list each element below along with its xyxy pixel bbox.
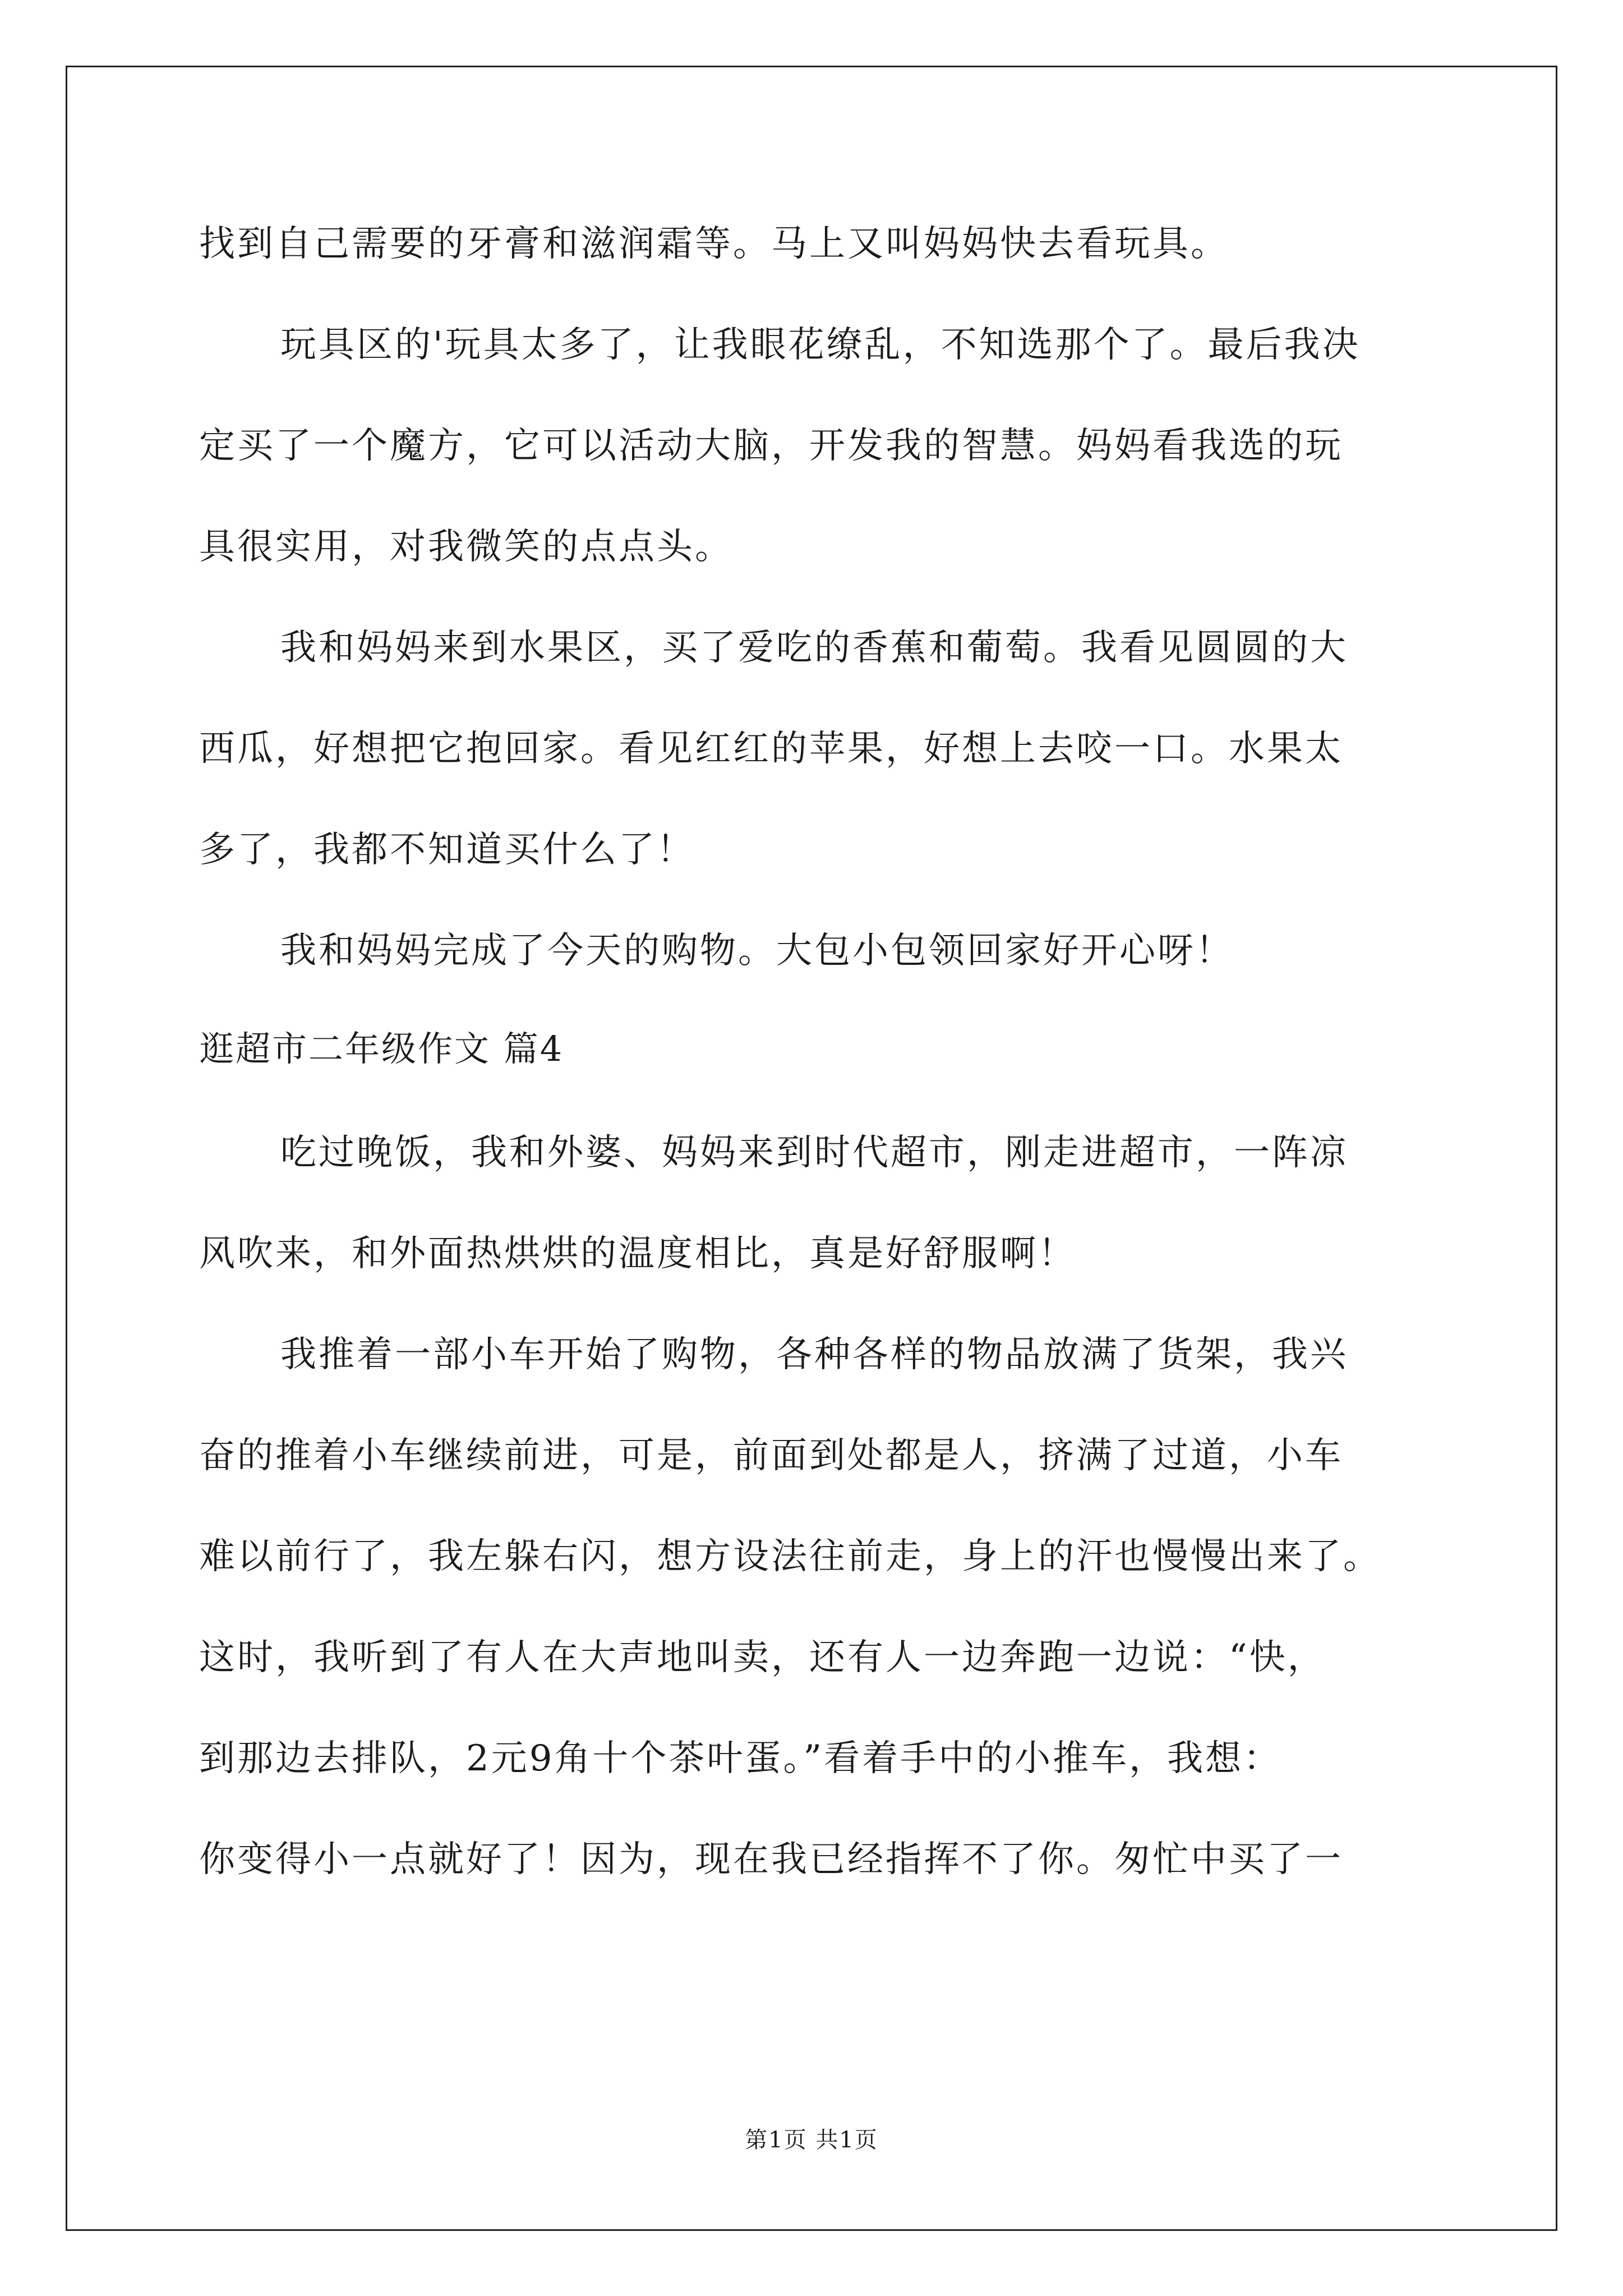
paragraph-line: 奋的推着小车继续前进，可是，前面到处都是人，挤满了过道，小车 [199, 1435, 1343, 1476]
section-heading: 逛超市二年级作文 篇4 [199, 1028, 564, 1069]
paragraph-line: 你变得小一点就好了！因为，现在我已经指挥不了你。匆忙中买了一 [199, 1839, 1343, 1880]
paragraph-line: 定买了一个魔方，它可以活动大脑，开发我的智慧。妈妈看我选的玩 [199, 425, 1343, 467]
paragraph-line: 我推着一部小车开始了购物，各种各样的物品放满了货架，我兴 [280, 1334, 1348, 1375]
paragraph-line: 我和妈妈来到水果区，买了爱吃的香蕉和葡萄。我看见圆圆的大 [280, 627, 1348, 669]
paragraph-line: 西瓜，好想把它抱回家。看见红红的苹果，好想上去咬一口。水果太 [199, 728, 1343, 770]
paragraph-line: 玩具区的'玩具太多了，让我眼花缭乱，不知选那个了。最后我决 [280, 324, 1361, 366]
paragraph-line: 这时，我听到了有人在大声地叫卖，还有人一边奔跑一边说：“快， [199, 1637, 1326, 1678]
paragraph-line: 具很实用，对我微笑的点点头。 [199, 526, 733, 568]
page-number: 第1页 共1页 [745, 2127, 878, 2153]
paragraph-line: 多了，我都不知道买什么了！ [199, 829, 695, 871]
paragraph-line: 到那边去排队，2元9角十个茶叶蛋。”看着手中的小推车，我想： [199, 1738, 1282, 1779]
paragraph-line: 我和妈妈完成了今天的购物。大包小包领回家好开心呀！ [280, 930, 1234, 972]
paragraph-line: 找到自己需要的牙膏和滋润霜等。马上又叫妈妈快去看玩具。 [199, 223, 1229, 265]
paragraph-line: 风吹来，和外面热烘烘的温度相比，真是好舒服啊！ [199, 1233, 1076, 1274]
paragraph-line: 难以前行了，我左躲右闪，想方设法往前走，身上的汗也慢慢出来了。 [199, 1536, 1381, 1577]
paragraph-line: 吃过晚饭，我和外婆、妈妈来到时代超市，刚走进超市，一阵凉 [280, 1132, 1348, 1174]
